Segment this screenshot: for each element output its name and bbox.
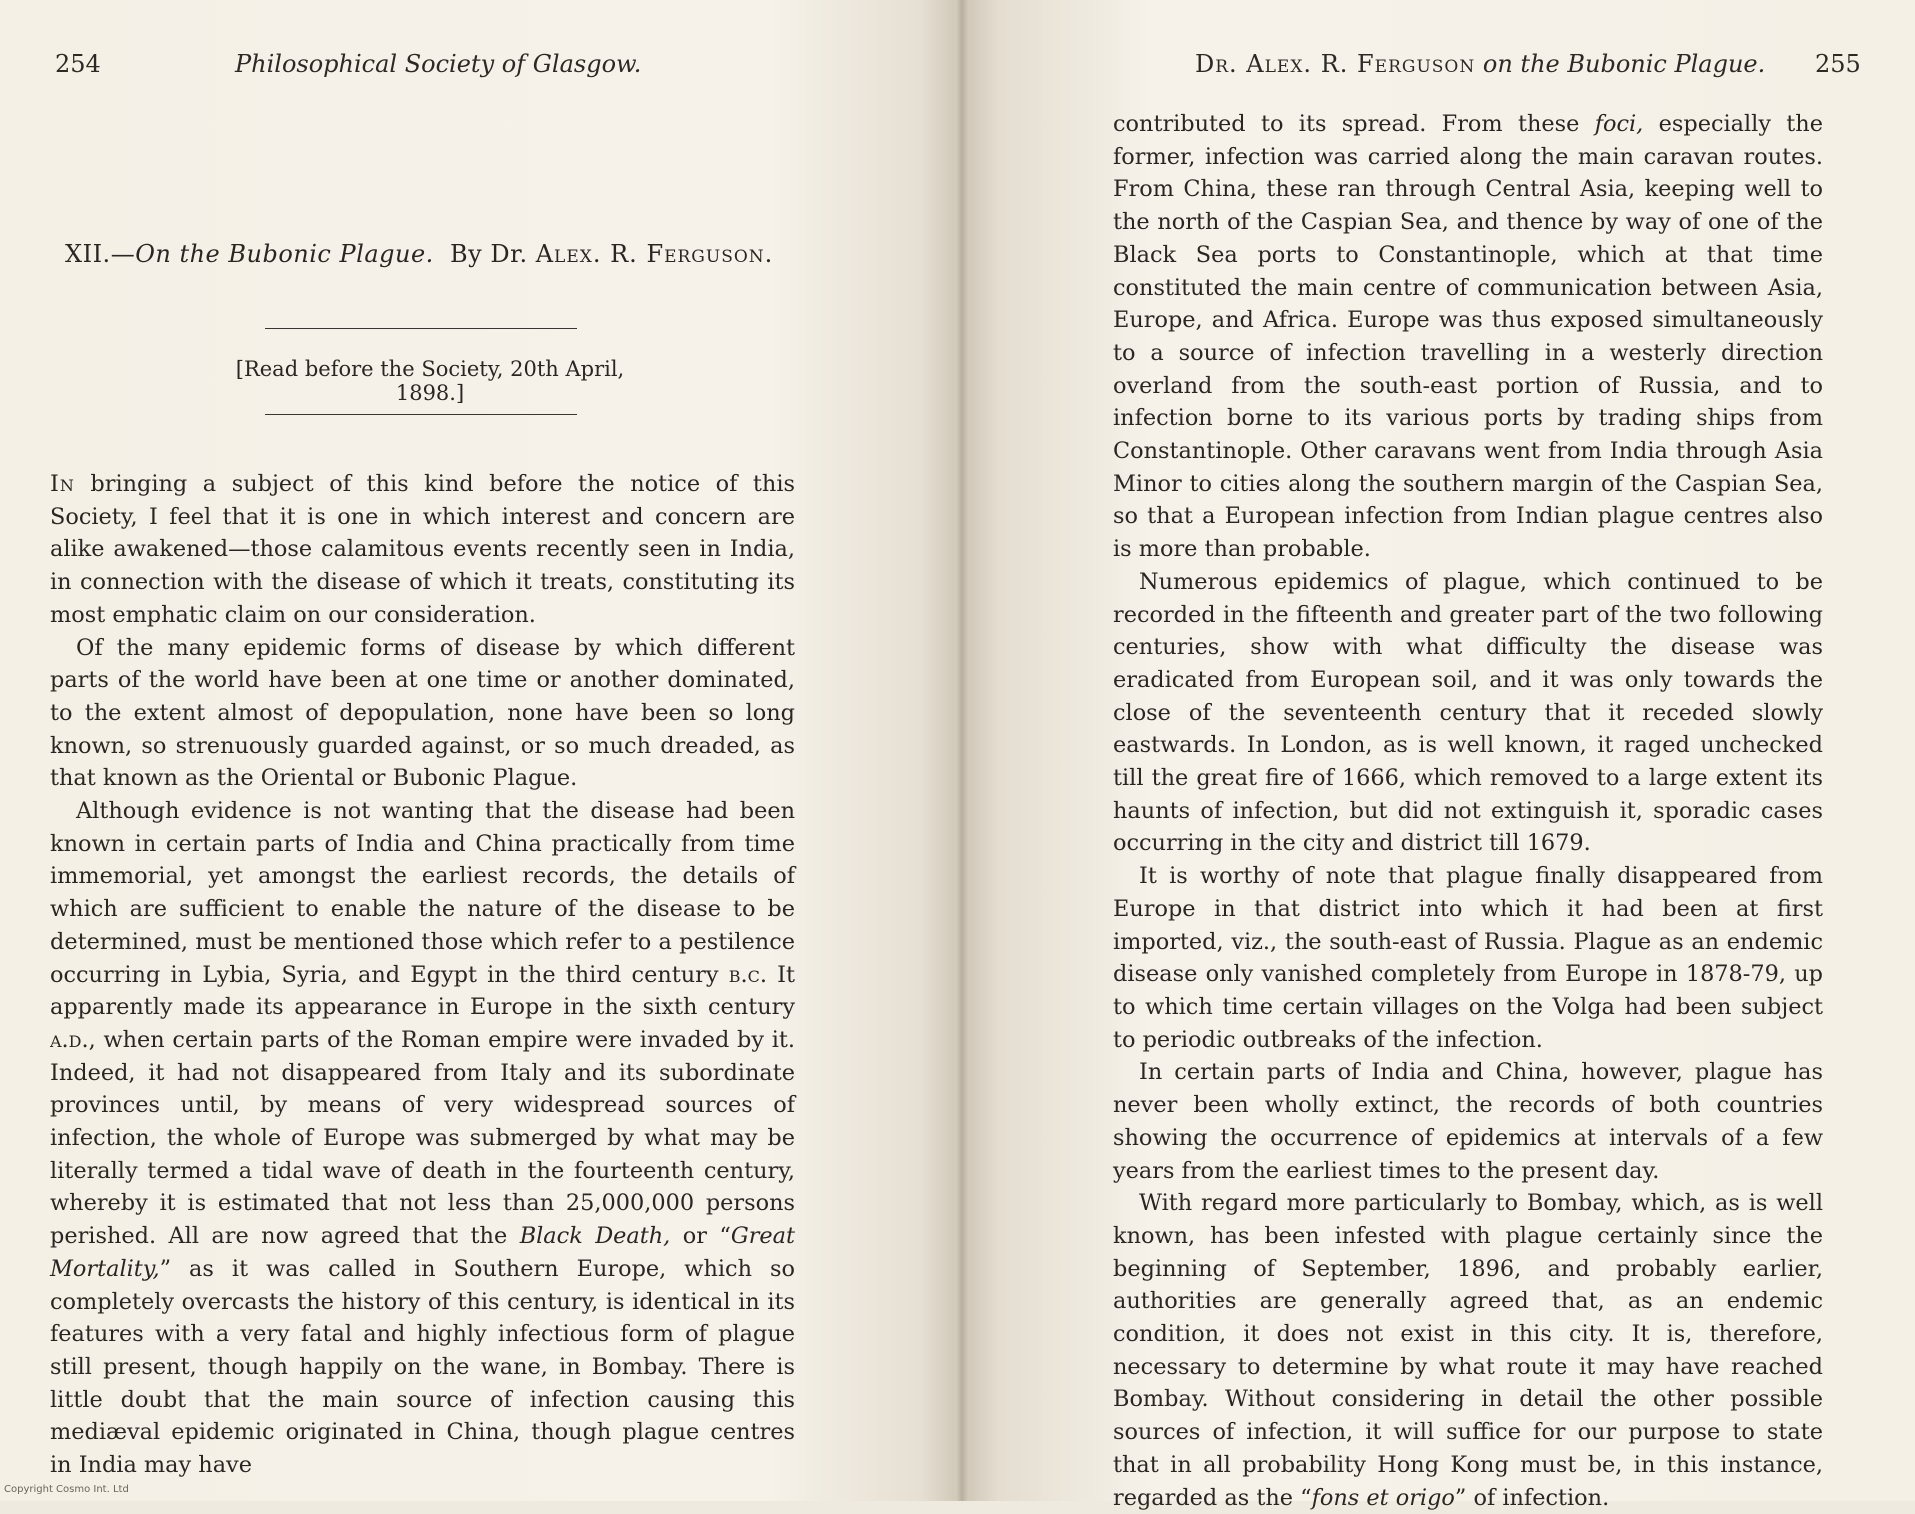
paragraph: In certain parts of India and China, however, plague has never been wholly extinct, the records of both countries showing the occurrence of epidemics at intervals of a few years from the earliest times to the present day. (1113, 1059, 1823, 1184)
paragraph: With regard more particularly to Bombay, which, as is well known, has been infested with plague certainly since the beginning of September, 1896, and probably earlier, authorities are generally agreed that, as an endemic condition, it does not exist in this city. It is, therefore, necessary to determine by what route it may have reached Bombay. Without considering in detail the other possible sources of infection, it will suffice for our purpose to state that in all probability Hong Kong must be, in this instance, regarded as the “fons et origo” of infection. (1113, 1190, 1823, 1511)
paragraph: Numerous epidemics of plague, which continued to be recorded in the fifteenth and greater part of the two following centuries, show with what difficulty the disease was eradicated from European soil, and it was only towards the close of the seventeenth century that it receded slowly eastwards. In London, as is well known, it raged unchecked till the great fire of 1666, which removed to a large extent its haunts of infection, but did not extinguish it, sporadic cases occurring in the city and district till 1679. (1113, 568, 1823, 857)
left-page (0, 0, 960, 1501)
paragraph: In bringing a subject of this kind before the notice of this Society, I feel that it is one in which interest and concern are alike awakened—those calamitous events recently seen in India, in connection with the disease of which it treats, constituting its most emphatic claim on our consideration. (50, 471, 795, 628)
running-head-title: on the Bubonic Plague. (1482, 50, 1766, 78)
paragraph: contributed to its spread. From these foci, especially the former, infection was carried along the main caravan routes. From China, these ran through Central Asia, keeping well to the north of the Caspian Sea, and thence by way of one of the Black Sea ports to Constantinople, which at that time constituted the main centre of communication between Asia, Europe, and Africa. Europe was thus exposed simultaneously to a source of infection travelling in a westerly direction overland from the south-east portion of Russia, and to infection borne to its various ports by trading ships from Constantinople. Other caravans went from India through Asia Minor to cities along the southern margin of the Caspian Sea, so that a European infection from Indian plague centres also is more than probable. (1113, 111, 1823, 563)
paragraph: Of the many epidemic forms of disease by which different parts of the world have been at one time or another dominated, to the extent almost of depopulation, none have been so long known, so strenuously guarded against, or so much dreaded, as that known as the Oriental or Bubonic Plague. (50, 634, 795, 792)
paragraph: Although evidence is not wanting that the disease had been known in certain parts of India and China practically from time immemorial, yet amongst the earliest records, the details of which are sufficient to enable the nature of the disease to be determined, must be mentioned those which refer to a pestilence occurring in Lybia, Syria, and Egypt in the third century b.c. It apparently made its appearance in Europe in the sixth century a.d., when certain parts of the Roman empire were invaded by it. Indeed, it had not disappeared from Italy and its subordinate provinces until, by means of very widespread sources of infection, the whole of Europe was submerged by what may be literally termed a tidal wave of death in the fourteenth century, whereby it is estimated that not less than 25,000,000 persons perished. All are now agreed that the Black Death, or “Great Mortality,” as it was called in Southern Europe, which so completely overcasts the history of this century, is identical in its features with a very fatal and highly infectious form of plague still present, though happily on the wane, in Bombay. There is little doubt that the main source of infection causing this mediæval epidemic originated in China, though plague centres in India may have (50, 798, 795, 1479)
copyright-watermark: Copyright Cosmo Int. Ltd (4, 1484, 129, 1495)
left-running-head: Philosophical Society of Glasgow. (235, 50, 642, 78)
right-page (960, 0, 1915, 1511)
running-head-author: Dr. Alex. R. Ferguson (1195, 50, 1476, 78)
right-body-text (1113, 108, 1823, 1514)
read-note: [Read before the Society, 20th April, 1898.] (235, 357, 625, 405)
right-page-number: 255 (1815, 50, 1861, 78)
left-body-text (50, 468, 795, 1482)
paragraph: It is worthy of note that plague finally disappeared from Europe in that district into which it had been at first imported, viz., the south-east of Russia. Plague as an endemic disease only vanished completely from Europe in 1878-79, up to which time certain villages on the Volga had been subject to periodic outbreaks of the infection. (1113, 863, 1823, 1053)
article-title-text: On the Bubonic Plague. (135, 240, 434, 268)
rule-top (265, 328, 577, 329)
rule-bottom (265, 414, 577, 415)
right-running-head (1195, 50, 1765, 78)
byline-by: By Dr. (450, 240, 536, 268)
left-page-number: 254 (55, 50, 101, 78)
author-name: Alex. R. Ferguson. (535, 240, 774, 268)
article-title: XII.—On the Bubonic Plague. By Dr. Alex. R. Ferguson. (65, 240, 774, 268)
book-gutter (955, 0, 969, 1501)
